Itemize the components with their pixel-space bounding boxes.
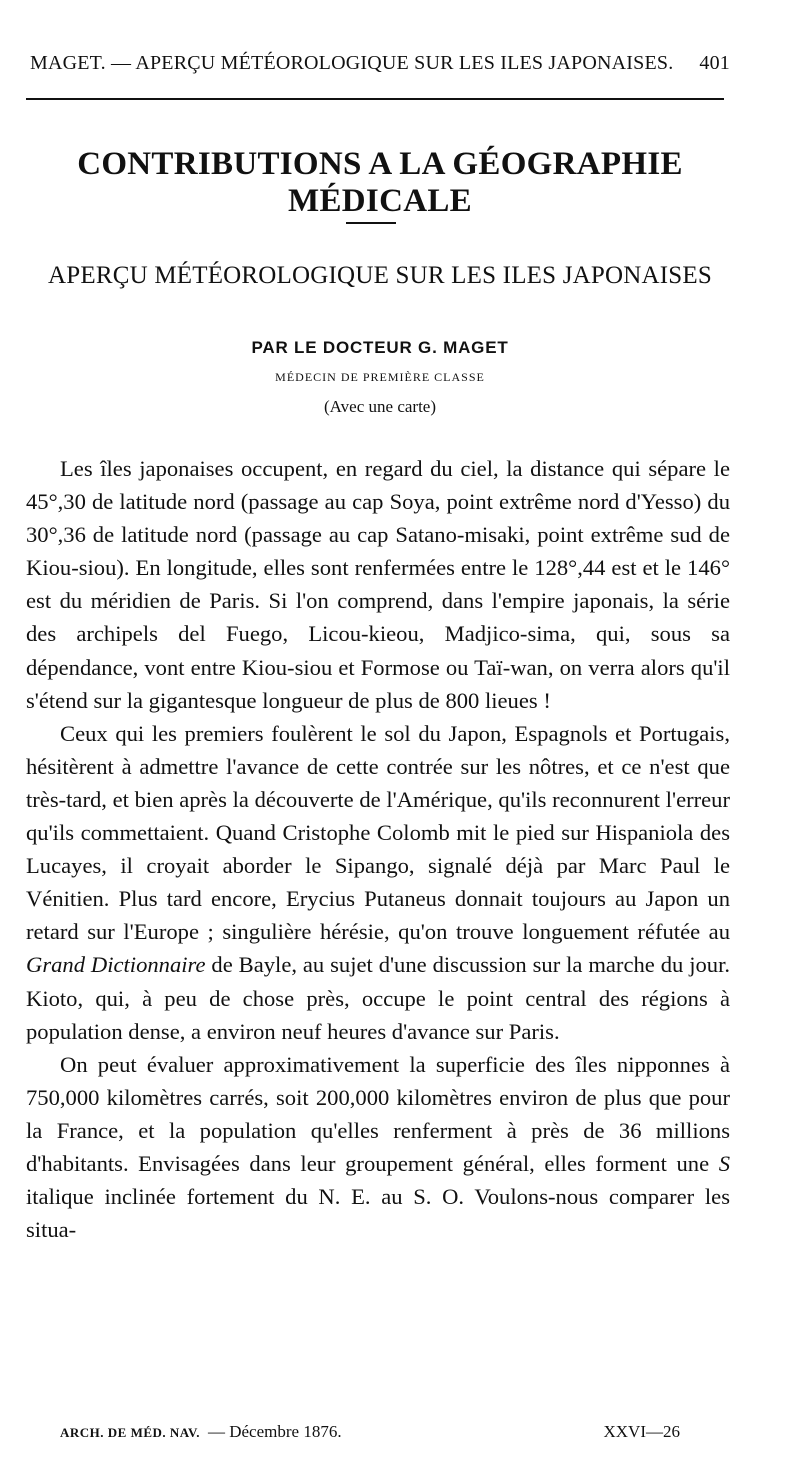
paragraph-3-italic: S (718, 1150, 730, 1176)
map-note: (Avec une carte) (324, 397, 436, 416)
author-byline: PAR LE DOCTEUR G. MAGET (251, 338, 509, 357)
paragraph-3-text-a: On peut évaluer approximativement la superficie des îles nipponnes à 750,000 kilomètres carrés, soit 200,000 kilomètres environ de plus que pour la France, et la population qu'elles renferment à près de 36 millions d'habitants. Envisagées dans leur groupement général, elles forment une (26, 1051, 730, 1176)
running-title: MAGET. — APERÇU MÉTÉOROLOGIQUE SUR LES ILES JAPONAISES. (30, 52, 674, 74)
running-head (30, 52, 730, 75)
article-subtitle: APERÇU MÉTÉOROLOGIQUE SUR LES ILES JAPONAISES (48, 262, 712, 289)
paragraph-3 (26, 1048, 730, 1247)
paragraph-1 (26, 452, 730, 717)
title-divider (346, 222, 396, 224)
paragraph-3-text-b: italique inclinée fortement du N. E. au S. O. Voulons-nous comparer les situa- (26, 1184, 730, 1243)
paragraph-2 (26, 717, 730, 1048)
sheet-signature: XXVI—26 (603, 1422, 680, 1441)
issue-date: — Décembre 1876. (207, 1422, 342, 1441)
paragraph-2-text-a: Ceux qui les premiers foulèrent le sol du Japon, Espagnols et Portugais, hésitèrent à admettre l'avance de cette contrée sur les nôtres, et ce n'est que très-tard, et bien après la découverte de l'Amérique, qu'ils reconnurent l'erreur qu'ils commettaient. Quand Cristophe Colomb mit le pied sur Hispaniola des Lucayes, il croyait aborder le Sipango, signalé déjà par Marc Paul le Vénitien. Plus tard encore, Erycius Putaneus donnait toujours au Japon un retard sur l'Europe ; singulière hérésie, qu'on trouve longuement réfutée au (26, 720, 730, 945)
page-number: 401 (699, 52, 730, 74)
paragraph-2-italic: Grand Dictionnaire (26, 952, 206, 978)
paragraph-2-text-b: de Bayle, au sujet d'une discussion sur la marche du jour. Kioto, qui, à peu de chose près, occupe le point central des régions à population dense, a environ neuf heures d'avance sur Paris. (26, 952, 730, 1044)
footer-left (60, 1422, 342, 1442)
article-body (26, 452, 730, 1246)
author-rank: MÉDECIN DE PREMIÈRE CLASSE (275, 370, 485, 384)
journal-name: ARCH. DE MÉD. NAV. (60, 1425, 200, 1440)
page-footer (60, 1422, 680, 1442)
paragraph-1-text: Les îles japonaises occupent, en regard du ciel, la distance qui sépare le 45°,30 de latitude nord (passage au cap Soya, point extrême nord d'Yesso) du 30°,36 de latitude nord (passage au cap Satano-misaki, point extrême sud de Kiou-siou). En longitude, elles sont renfermées entre le 128°,44 est et le 146° est du méridien de Paris. Si l'on comprend, dans l'empire japonais, la série des archipels del Fuego, Licou-kieou, Madjico-sima, qui, sous sa dépendance, vont entre Kiou-siou et Formose ou Taï-wan, on verra alors qu'il s'étend sur la gigantesque longueur de plus de 800 lieues ! (26, 456, 730, 713)
main-title: CONTRIBUTIONS A LA GÉOGRAPHIE MÉDICALE (77, 146, 683, 219)
header-rule (26, 98, 724, 100)
